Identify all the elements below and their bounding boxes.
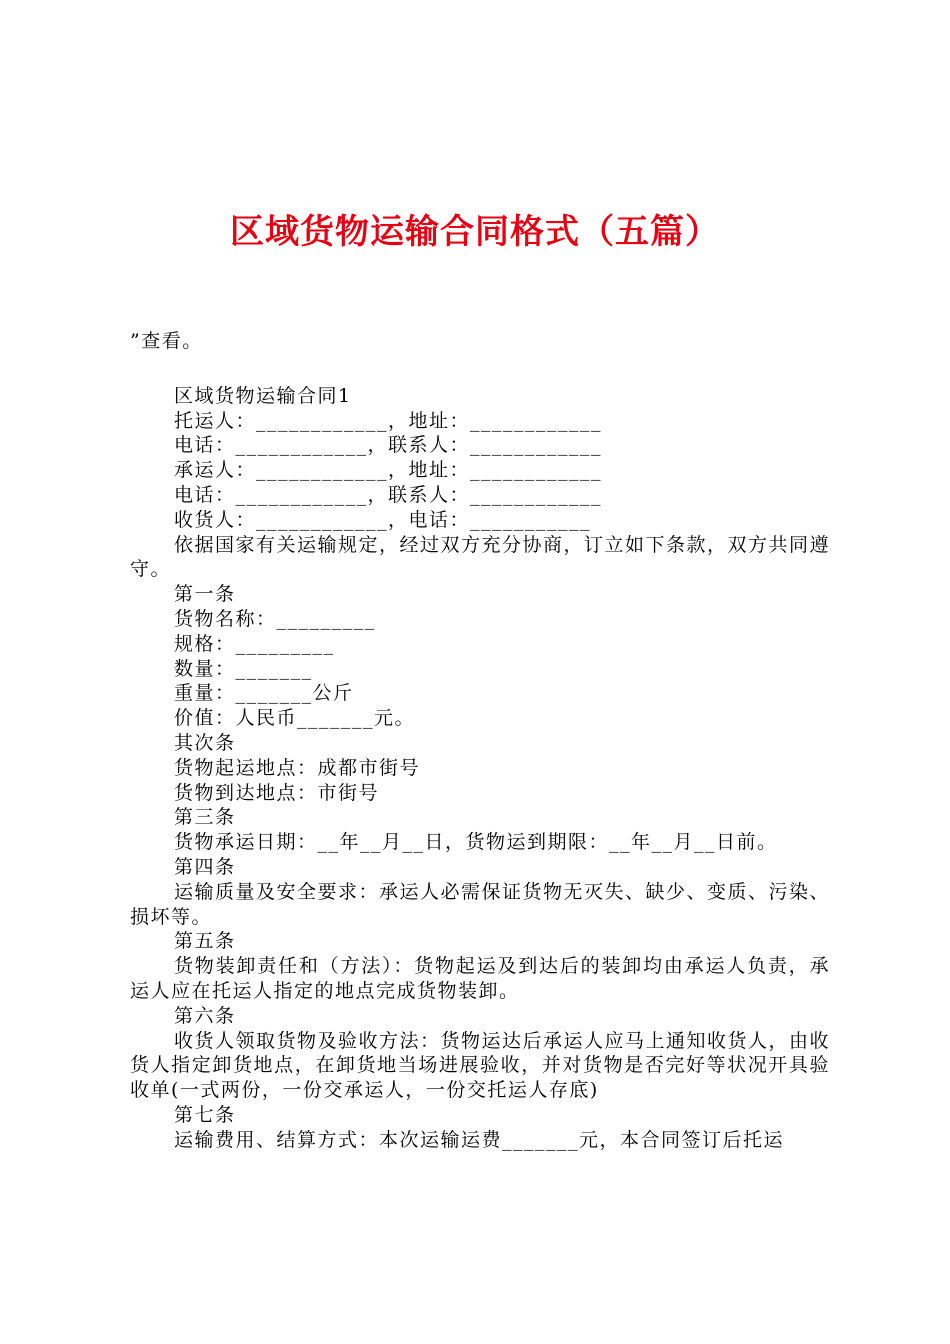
article-heading: 第七条 xyxy=(174,1103,236,1126)
article-heading: 第一条 xyxy=(174,583,236,606)
party-line: 承运人：____________，地址：____________ xyxy=(174,459,603,482)
article-line: 货物名称：_________ xyxy=(174,607,376,630)
article-line: 重量：_______公斤 xyxy=(174,682,354,705)
preamble-paragraph: 依据国家有关运输规定，经过双方充分协商，订立如下条款，双方共同遵守。 xyxy=(130,533,831,581)
page-title: 区域货物运输合同格式（五篇） xyxy=(230,212,720,252)
article-line: 数量：_______ xyxy=(174,657,313,680)
article-paragraph: 运输费用、结算方式：本次运输运费_______元，本合同签订后托运 xyxy=(174,1128,785,1151)
article-heading: 第四条 xyxy=(174,855,236,878)
article-heading: 第三条 xyxy=(174,806,236,829)
party-line: 电话：____________，联系人：____________ xyxy=(174,483,603,506)
article-paragraph: 货物装卸责任和（方法）：货物起运及到达后的装卸均由承运人负责，承运人应在托运人指定的地点完成货物装卸。 xyxy=(130,955,830,1002)
article-line: 规格：_________ xyxy=(174,632,335,655)
party-line: 电话：____________，联系人：____________ xyxy=(174,434,603,457)
intro-line: ”查看。 xyxy=(130,330,203,352)
article-line: 货物起运地点：成都市街号 xyxy=(174,756,421,779)
article-paragraph: 货物承运日期：__年__月__日，货物运到期限：__年__月__日前。 xyxy=(174,831,778,854)
party-line: 托运人：____________，地址：____________ xyxy=(174,409,603,432)
article-paragraph: 收货人领取货物及验收方法：货物运达后承运人应马上通知收货人，由收货人指定卸货地点，在卸货地当场进展验收，并对货物是否完好等状况开具验收单(一式两份，一份交承运人，一份交托运人存底) xyxy=(130,1029,831,1102)
article-line: 价值：人民币_______元。 xyxy=(174,707,416,730)
article-heading: 第六条 xyxy=(174,1004,236,1027)
party-line: 收货人：____________，电话：___________ xyxy=(174,508,592,531)
spacer xyxy=(130,354,830,384)
document-body xyxy=(130,329,830,1153)
article-line: 货物到达地点：市街号 xyxy=(174,781,380,804)
article-paragraph: 运输质量及安全要求：承运人必需保证货物无灭失、缺少、变质、污染、损坏等。 xyxy=(130,880,831,928)
article-heading: 第五条 xyxy=(174,930,236,953)
article-heading: 其次条 xyxy=(174,731,236,754)
contract-heading: 区域货物运输合同1 xyxy=(174,384,352,407)
